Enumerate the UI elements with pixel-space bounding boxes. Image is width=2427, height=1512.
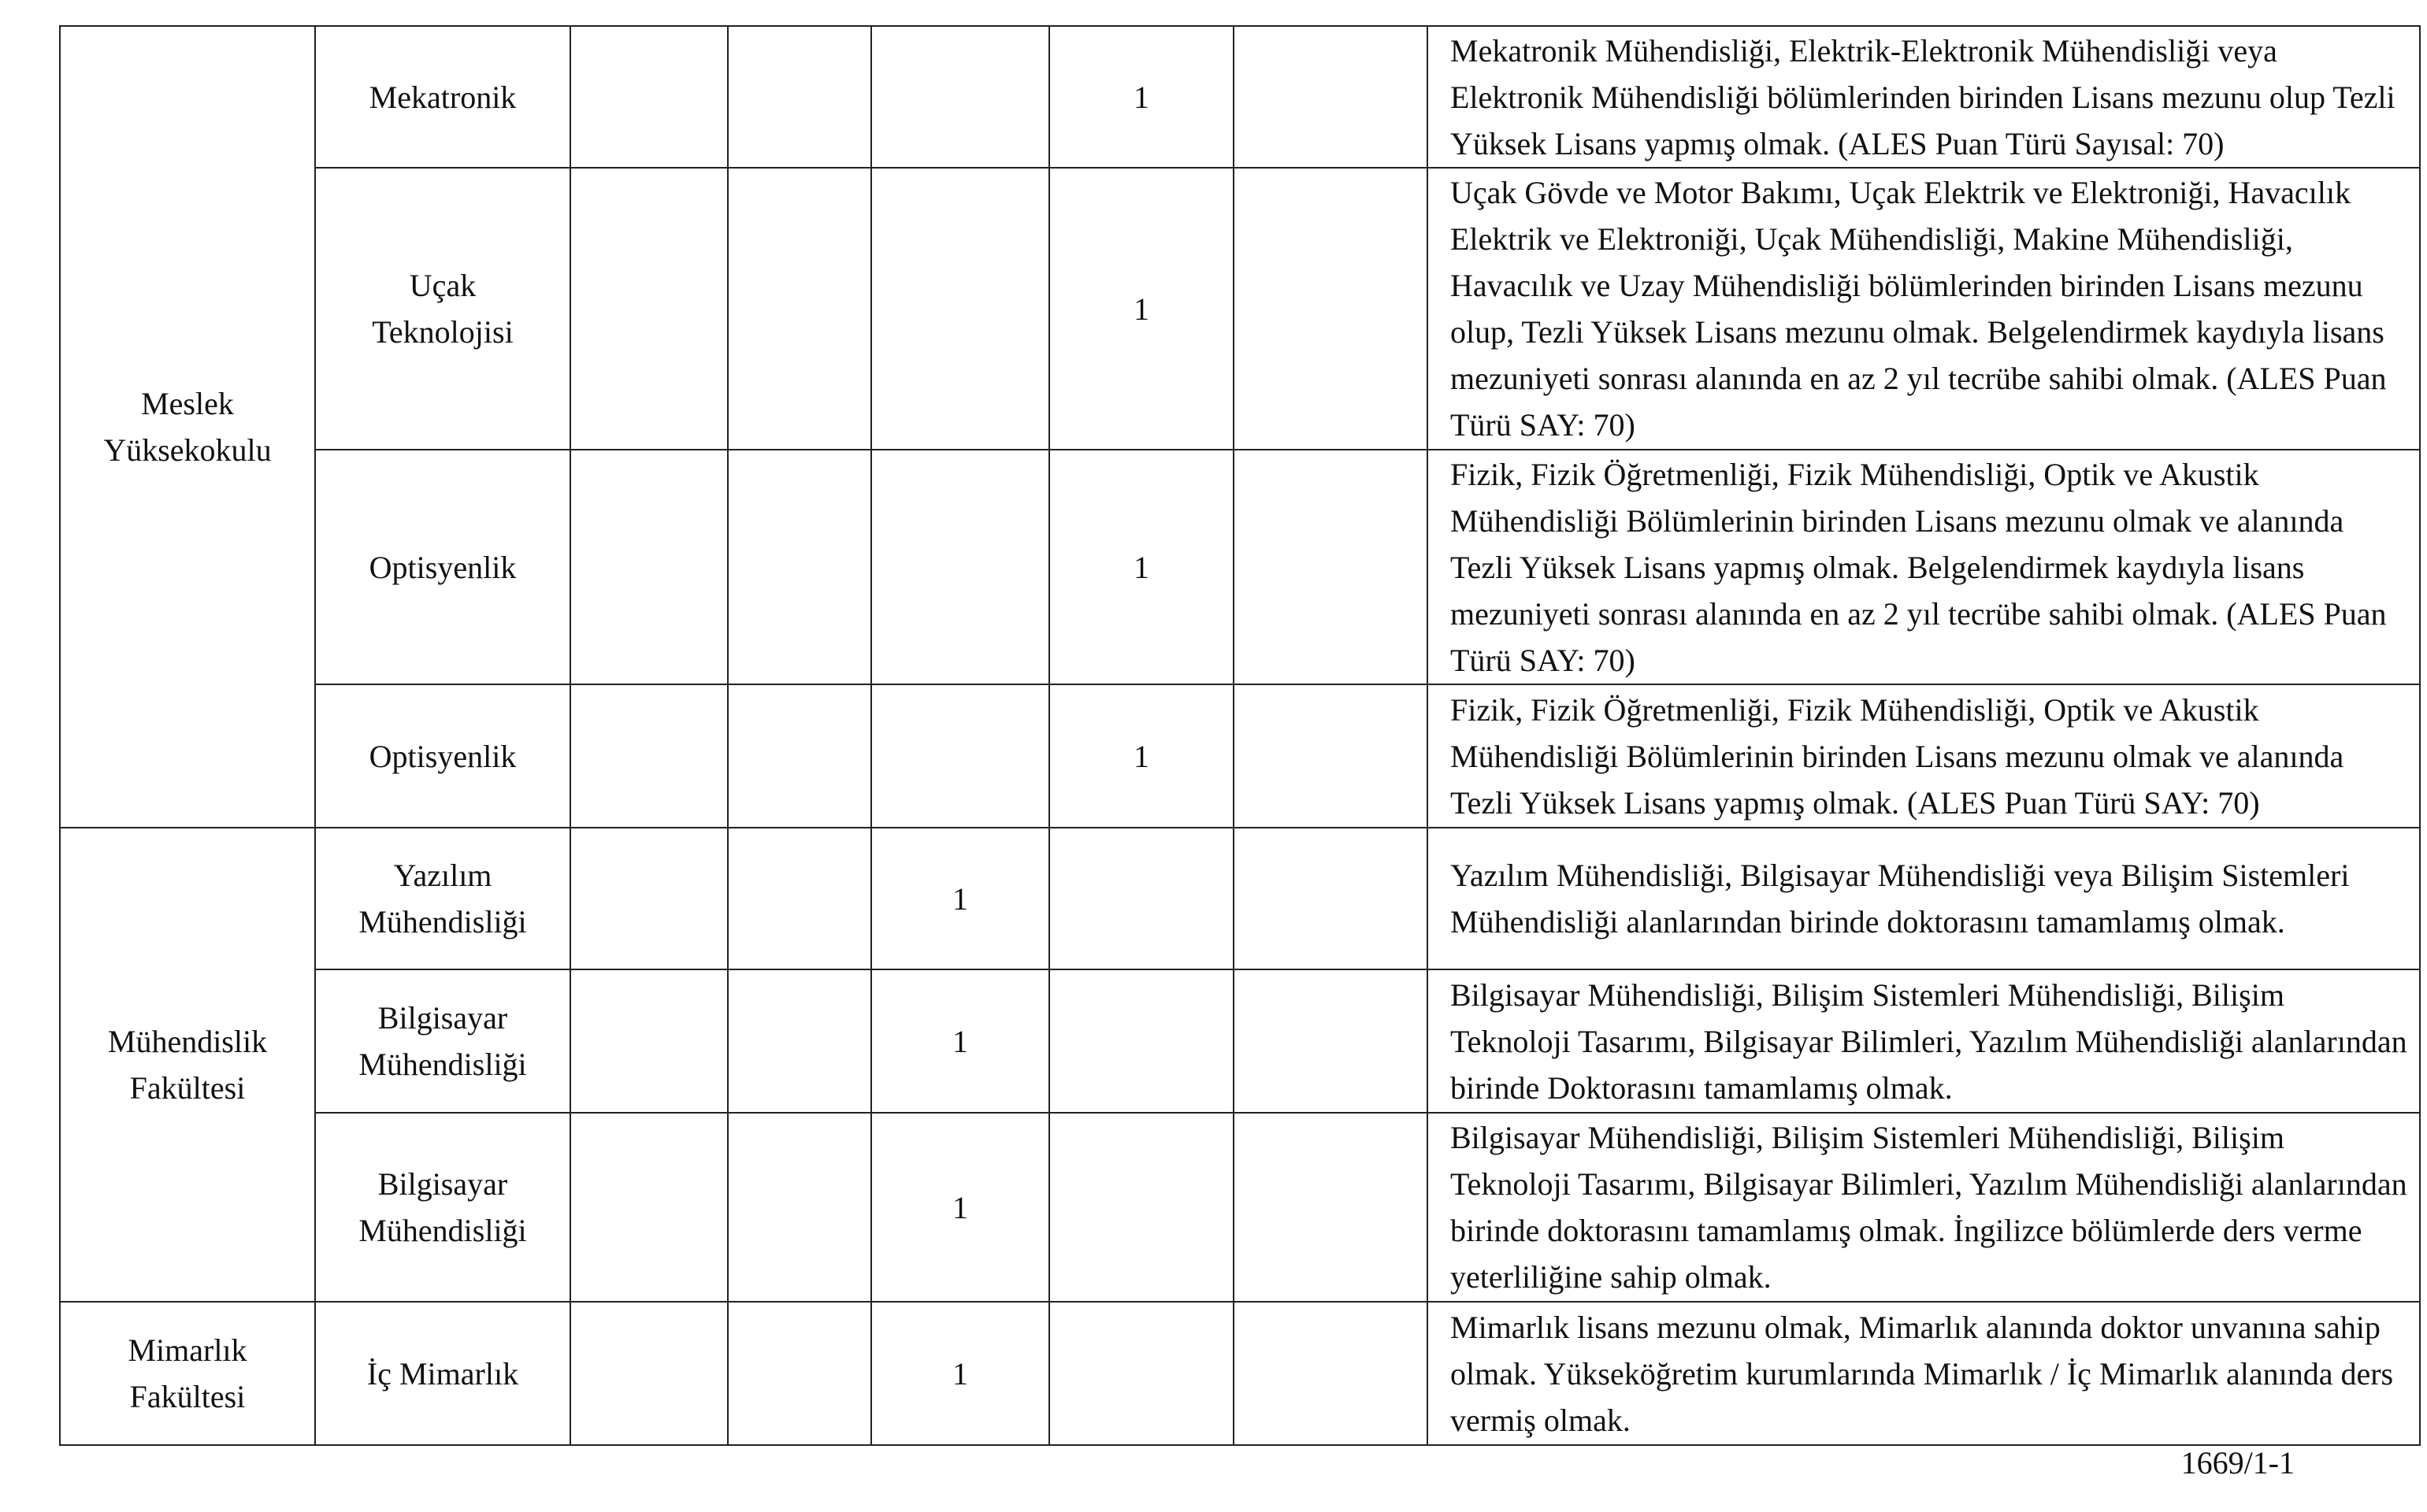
count-cell [1234,450,1427,684]
count-cell: 1 [871,1302,1049,1445]
count-cell: 1 [1049,26,1234,168]
requirements-cell: Mimarlık lisans mezunu olmak, Mimarlık alanında doktor unvanına sahip olmak. Yükseköğretim kurumlarında Mimarlık / İç Mimarlık alanında ders vermiş olmak. [1427,1302,2420,1445]
count-cell [871,168,1049,450]
count-cell [1049,1113,1234,1302]
requirements-cell: Fizik, Fizik Öğretmenliği, Fizik Mühendisliği, Optik ve Akustik Mühendisliği Bölümlerinin birinden Lisans mezunu olmak ve alanında Tezli Yüksek Lisans yapmış olmak. (ALES Puan Türü SAY: 70) [1427,684,2420,828]
count-cell [1234,684,1427,828]
count-cell [1234,1302,1427,1445]
table-row [60,1302,2420,1445]
department-cell: Uçak Teknolojisi [315,168,570,450]
count-cell [728,450,871,684]
count-cell [1234,168,1427,450]
unit-cell: Mühendislik Fakültesi [60,828,315,1302]
count-cell [570,828,728,969]
table-row [60,1113,2420,1302]
count-cell: 1 [871,969,1049,1113]
department-cell: Yazılım Mühendisliği [315,828,570,969]
requirements-cell: Bilgisayar Mühendisliği, Bilişim Sistemleri Mühendisliği, Bilişim Teknoloji Tasarımı, Bilgisayar Bilimleri, Yazılım Mühendisliği alanlarından birinde doktorasını tamamlamış olmak. İngilizce bölümlerde ders verme yeterliliğine sahip olmak. [1427,1113,2420,1302]
count-cell [570,684,728,828]
count-cell [1049,969,1234,1113]
count-cell [728,684,871,828]
table-row [60,26,2420,168]
count-cell [871,684,1049,828]
department-cell: İç Mimarlık [315,1302,570,1445]
department-cell: Optisyenlik [315,450,570,684]
requirements-cell: Bilgisayar Mühendisliği, Bilişim Sistemleri Mühendisliği, Bilişim Teknoloji Tasarımı, Bilgisayar Bilimleri, Yazılım Mühendisliği alanlarından birinde Doktorasını tamamlamış olmak. [1427,969,2420,1113]
count-cell [1234,828,1427,969]
table-row [60,168,2420,450]
count-cell [728,828,871,969]
count-cell [728,969,871,1113]
count-cell [728,26,871,168]
job-requirements-table [59,25,2421,1446]
count-cell [871,450,1049,684]
document-reference-number: 1669/1-1 [2180,1445,2295,1480]
count-cell: 1 [1049,168,1234,450]
table-row [60,450,2420,684]
department-cell: Bilgisayar Mühendisliği [315,1113,570,1302]
count-cell [570,168,728,450]
table-row [60,969,2420,1113]
count-cell [728,168,871,450]
table-row [60,684,2420,828]
count-cell [570,26,728,168]
count-cell: 1 [1049,684,1234,828]
count-cell [1234,969,1427,1113]
unit-cell: Meslek Yüksekokulu [60,26,315,828]
requirements-cell: Fizik, Fizik Öğretmenliği, Fizik Mühendisliği, Optik ve Akustik Mühendisliği Bölümlerinin birinden Lisans mezunu olmak ve alanında Tezli Yüksek Lisans yapmış olmak. Belgelendirmek kaydıyla lisans mezuniyeti sonrası alanında en az 2 yıl tecrübe sahibi olmak. (ALES Puan Türü SAY: 70) [1427,450,2420,684]
count-cell: 1 [871,1113,1049,1302]
count-cell [728,1302,871,1445]
count-cell [570,969,728,1113]
count-cell [871,26,1049,168]
department-cell: Optisyenlik [315,684,570,828]
count-cell: 1 [871,828,1049,969]
count-cell [1234,1113,1427,1302]
table-row [60,828,2420,969]
requirements-cell: Yazılım Mühendisliği, Bilgisayar Mühendisliği veya Bilişim Sistemleri Mühendisliği alanlarından birinde doktorasını tamamlamış olmak. [1427,828,2420,969]
unit-cell: Mimarlık Fakültesi [60,1302,315,1445]
count-cell: 1 [1049,450,1234,684]
count-cell [570,1302,728,1445]
count-cell [1234,26,1427,168]
count-cell [570,1113,728,1302]
department-cell: Mekatronik [315,26,570,168]
count-cell [570,450,728,684]
count-cell [1049,828,1234,969]
requirements-cell: Uçak Gövde ve Motor Bakımı, Uçak Elektrik ve Elektroniği, Havacılık Elektrik ve Elektroniği, Uçak Mühendisliği, Makine Mühendisliği, Havacılık ve Uzay Mühendisliği bölümlerinden birinden Lisans mezunu olup, Tezli Yüksek Lisans mezunu olmak. Belgelendirmek kaydıyla lisans mezuniyeti sonrası alanında en az 2 yıl tecrübe sahibi olmak. (ALES Puan Türü SAY: 70) [1427,168,2420,450]
requirements-cell: Mekatronik Mühendisliği, Elektrik-Elektronik Mühendisliği veya Elektronik Mühendisliği bölümlerinden birinden Lisans mezunu olup Tezli Yüksek Lisans yapmış olmak. (ALES Puan Türü Sayısal: 70) [1427,26,2420,168]
count-cell [728,1113,871,1302]
count-cell [1049,1302,1234,1445]
department-cell: Bilgisayar Mühendisliği [315,969,570,1113]
